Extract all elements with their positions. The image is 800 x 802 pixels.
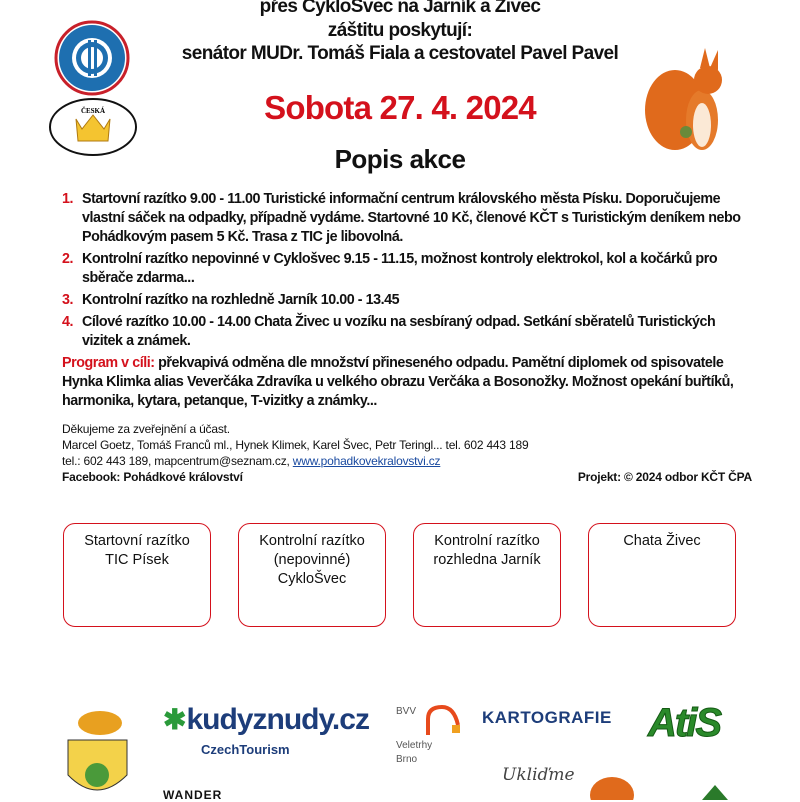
- event-description-list: [62, 190, 752, 411]
- kudyznudy-logo: ✱kudyznudy.cz CzechTourism: [163, 703, 369, 757]
- list-item: 4. Cílové razítko 10.00 - 14.00 Chata Živec u vozíku na sesbíraný odpad. Setkání sběratelů Turistických vizitek a známek.: [62, 314, 716, 349]
- pohadkova-akademie-logo: [48, 97, 138, 157]
- contact-line: tel.: 602 443 189, mapcentrum@seznam.cz, www.pohadkovekralovstvi.cz: [62, 454, 441, 468]
- program-paragraph: Program v cíli: překvapivá odměna dle množství přineseného odpadu. Pamětní diplomek od spisovatele Hynka Klimka alias Veverčáka Zdravíka u velkého obrazu Verčáka a Bosonožky. Možnost opekání buřtíků, harmonika, kytara, petanque, T-vizitky a známky...: [62, 355, 734, 409]
- subtitle-route: přes CykloSvec na Jarník a Zivec: [259, 0, 541, 17]
- uklidme-logo: Ukliďme: [502, 765, 575, 785]
- patronage-label: záštitu poskytují:: [327, 20, 473, 41]
- main-content: [62, 190, 752, 485]
- stamp-box-jarnik: Kontrolní razítko rozhledna Jarník: [413, 523, 561, 627]
- wander-logo: WANDER: [163, 788, 223, 802]
- website-link[interactable]: www.pohadkovekralovstvi.cz: [292, 454, 441, 468]
- list-item: 1. Startovní razítko 9.00 - 11.00 Turistické informační centrum královského města Písku. Doporučujeme vlastní sáček na odpadky, případně vydáme. Startovné 10 Kč, členové KČT s Turistickým deníkem nebo Pohádkovým pasem 5 Kč. Trasa z TIC je libovolná.: [62, 191, 741, 245]
- footer-info: [62, 421, 752, 485]
- patrons: senátor MUDr. Tomáš Fiala a cestovatel Pavel Pavel: [181, 43, 619, 64]
- facebook-text: Facebook: Pohádkové království: [62, 470, 243, 484]
- event-date: Sobota 27. 4. 2024: [264, 89, 536, 126]
- stamp-box-start: Startovní razítko TIC Písek: [63, 523, 211, 627]
- squirrel-small-image: [582, 770, 642, 800]
- stamp-box-zivec: Chata Živec: [588, 523, 736, 627]
- organizers-text: Marcel Goetz, Tomáš Franců ml., Hynek Klimek, Karel Švec, Petr Teringl... tel. 602 443 189: [62, 438, 529, 452]
- tree-logo: [700, 785, 730, 800]
- stamp-box-cyklosvec: Kontrolní razítko (nepovinné) CykloŠvec: [238, 523, 386, 627]
- squirrel-mascot-image: [640, 40, 740, 170]
- kct-logo: [54, 20, 130, 96]
- project-credit: Projekt: © 2024 odbor KČT ČPA: [577, 470, 752, 484]
- list-item: 3. Kontrolní razítko na rozhledně Jarník 10.00 - 13.45: [62, 292, 400, 308]
- academy-top-text: ČESKÁ: [80, 107, 106, 115]
- kartografie-logo: KARTOGRAFIE: [482, 708, 612, 727]
- list-item: 2. Kontrolní razítko nepovinné v Cyklošvec 9.15 - 11.15, možnost kontroly elektrokol, kol a kočárků pro sběrače zdarma...: [62, 251, 718, 286]
- bvv-logo: BVV Veletrhy Brno: [396, 705, 432, 767]
- atis-logo: AtiS: [648, 701, 720, 745]
- thanks-text: Děkujeme za zveřejnění a účast.: [62, 422, 230, 436]
- pisek-coat-of-arms-logo: [60, 705, 135, 800]
- section-title: Popis akce: [334, 144, 466, 174]
